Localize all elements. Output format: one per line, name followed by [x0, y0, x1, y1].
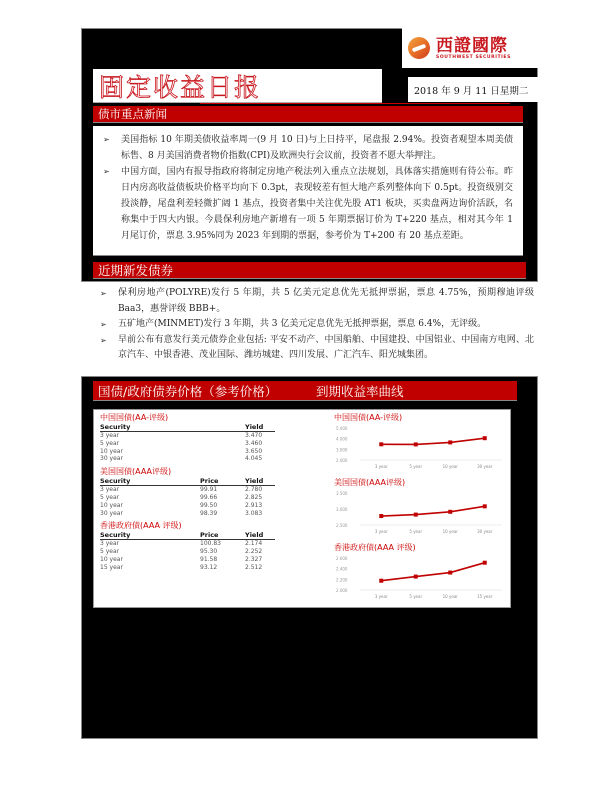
svg-text:5 year: 5 year [409, 594, 423, 599]
table-title: 美国国债(AAA评级) [100, 467, 172, 477]
chart-title: 香港政府债(AAA 评级) [334, 543, 416, 552]
issuance-section [100, 286, 538, 364]
china-bond-table: Security Yield 3 year 3.470 5 year 3.460 10 year 3.650 30 year 4.045 [100, 423, 275, 463]
svg-text:3 year: 3 year [374, 594, 388, 599]
price-tables [100, 412, 275, 575]
table-row: 5 year 3.460 [100, 439, 263, 447]
svg-text:2.000: 2.000 [336, 458, 348, 463]
table-row: 3 year 100.83 2.174 [100, 540, 263, 548]
svg-text:15 year: 15 year [477, 594, 493, 599]
svg-text:4.000: 4.000 [336, 436, 348, 442]
svg-text:5 year: 5 year [409, 529, 423, 534]
report-date: 2018 年 9 月 11 日星期二 [408, 77, 538, 102]
svg-text:2.500: 2.500 [336, 523, 348, 528]
svg-text:30 year: 30 year [477, 464, 493, 469]
table-row: 15 year 93.12 2.512 [100, 563, 263, 571]
prices-heading: 国债/政府债券价格（参考价格） [98, 383, 278, 399]
yield-chart [334, 477, 509, 542]
svg-text:3 year: 3 year [374, 464, 388, 469]
hk-gov-bond-table: Security Price Yield 3 year 100.83 2.174 5 year 95.30 2.252 10 year 91.58 2.327 15 year 93.12 2.512 [100, 531, 275, 571]
chart-title: 中国国债(AA-评级) [334, 413, 403, 422]
news-section [93, 126, 523, 256]
issuance-item: ➢ 保利房地产(POLYRE)发行 5 年期，共 5 亿美元定息优先无抵押票据，票息 4.75%，预期穆迪评级 Baa3，惠誉评级 BBB+。 [100, 286, 534, 317]
table-row: 10 year 99.50 2.913 [100, 501, 263, 509]
bullet-arrow-icon: ➢ [100, 335, 107, 345]
logo-mark-icon [408, 37, 430, 59]
svg-text:3.000: 3.000 [336, 447, 348, 453]
yield-curve-charts [334, 412, 509, 607]
logo-english-name: SOUTHWEST SECURITIES [436, 54, 511, 60]
company-logo [402, 28, 538, 68]
table-row: 30 year 4.045 [100, 455, 263, 463]
prices-panel [93, 409, 511, 608]
yield-chart [334, 412, 509, 477]
news-item: ➢ 中国方面，国内有报导指政府将制定房地产税法列入重点立法规划，具体落实措施则有待公布。昨日内房高收益债板块价格平均向下 0.3pt，表现较差有恒大地产系列整体向下 0.5pt。投资级别交投淡静，尾盘利差轻微扩阔 1 基点，投资者集中关注优先股 AT1 板块，买卖盘两边询价活跃，名称集中于四大内银。今晨保利房地产新增有一项 5 年期票据订价为 T+220 基点，相对其今年 1 月尾订价，票息 3.95%同为 2023 年到期的票据，参考价为 T+200 有 20 基点差距。 [103, 164, 513, 244]
table-row: 5 year 95.30 2.252 [100, 548, 263, 556]
table-row: 10 year 3.650 [100, 447, 263, 455]
table-row: 5 year 99.66 2.825 [100, 493, 263, 501]
section-heading-issuance: 近期新发债券 [93, 262, 526, 279]
bullet-arrow-icon: ➢ [100, 289, 107, 298]
svg-text:3 year: 3 year [374, 529, 388, 534]
section-heading-news: 债市重点新闻 [93, 106, 523, 123]
svg-text:3.500: 3.500 [336, 491, 348, 496]
bullet-arrow-icon: ➢ [103, 167, 110, 176]
divider [200, 103, 510, 104]
yield-curve-heading: 到期收益率曲线 [316, 383, 404, 399]
table-row: 3 year 99.91 2.780 [100, 486, 263, 494]
report-title-box [93, 69, 382, 103]
bullet-arrow-icon: ➢ [103, 135, 110, 144]
table-title: 香港政府债(AAA 评级) [100, 521, 182, 531]
svg-text:10 year: 10 year [442, 529, 458, 534]
yield-chart [334, 542, 509, 607]
svg-text:2.000: 2.000 [336, 588, 348, 593]
table-row: 3 year 3.470 [100, 432, 263, 439]
svg-text:10 year: 10 year [442, 594, 458, 599]
svg-text:3.000: 3.000 [336, 507, 348, 512]
us-treasury-table: Security Price Yield 3 year 99.91 2.780 5 year 99.66 2.825 10 year 99.50 2.913 30 year 98.39 3.083 [100, 477, 275, 517]
line-chart [334, 554, 509, 606]
svg-text:2.600: 2.600 [336, 556, 348, 561]
issuance-item: ➢ 早前公布有意发行美元债券企业包括: 平安不动产、中国船舶、中国建投、中国铝业、中国南方电网、北京汽车、中银香港、茂业国际、潍坊城建、四川发展、广汇汽车、阳光城集团。 [100, 333, 534, 364]
svg-text:30 year: 30 year [477, 529, 493, 534]
report-title: 固定收益日报 [99, 72, 262, 102]
section-heading-prices [93, 381, 517, 401]
news-item: ➢ 美国指标 10 年期美债收益率周一(9 月 10 日)与上日持平，尾盘报 2.94%。投资者观望本周美债标售、8 月美国消费者物价指数(CPI)及欧洲央行会议前，投资者不愿大举押注。 [103, 132, 513, 164]
svg-text:5 year: 5 year [409, 464, 423, 469]
line-chart [334, 489, 509, 541]
table-row: 30 year 98.39 3.083 [100, 509, 263, 517]
table-row: 10 year 91.58 2.327 [100, 555, 263, 563]
issuance-item: ➢ 五矿地产(MINMET)发行 3 年期，共 3 亿美元定息优先无抵押票据，票息 6.4%，无评级。 [100, 317, 534, 333]
svg-text:10 year: 10 year [442, 464, 458, 469]
line-chart [334, 424, 509, 476]
chart-title: 美国国债(AAA评级) [334, 478, 406, 487]
svg-text:2.200: 2.200 [336, 577, 348, 583]
logo-chinese-name: 西證國際 [436, 35, 508, 56]
svg-text:5.000: 5.000 [336, 426, 348, 431]
svg-text:2.400: 2.400 [336, 566, 348, 572]
table-title: 中国国债(AA-评级) [100, 413, 169, 422]
bullet-arrow-icon: ➢ [100, 320, 107, 329]
